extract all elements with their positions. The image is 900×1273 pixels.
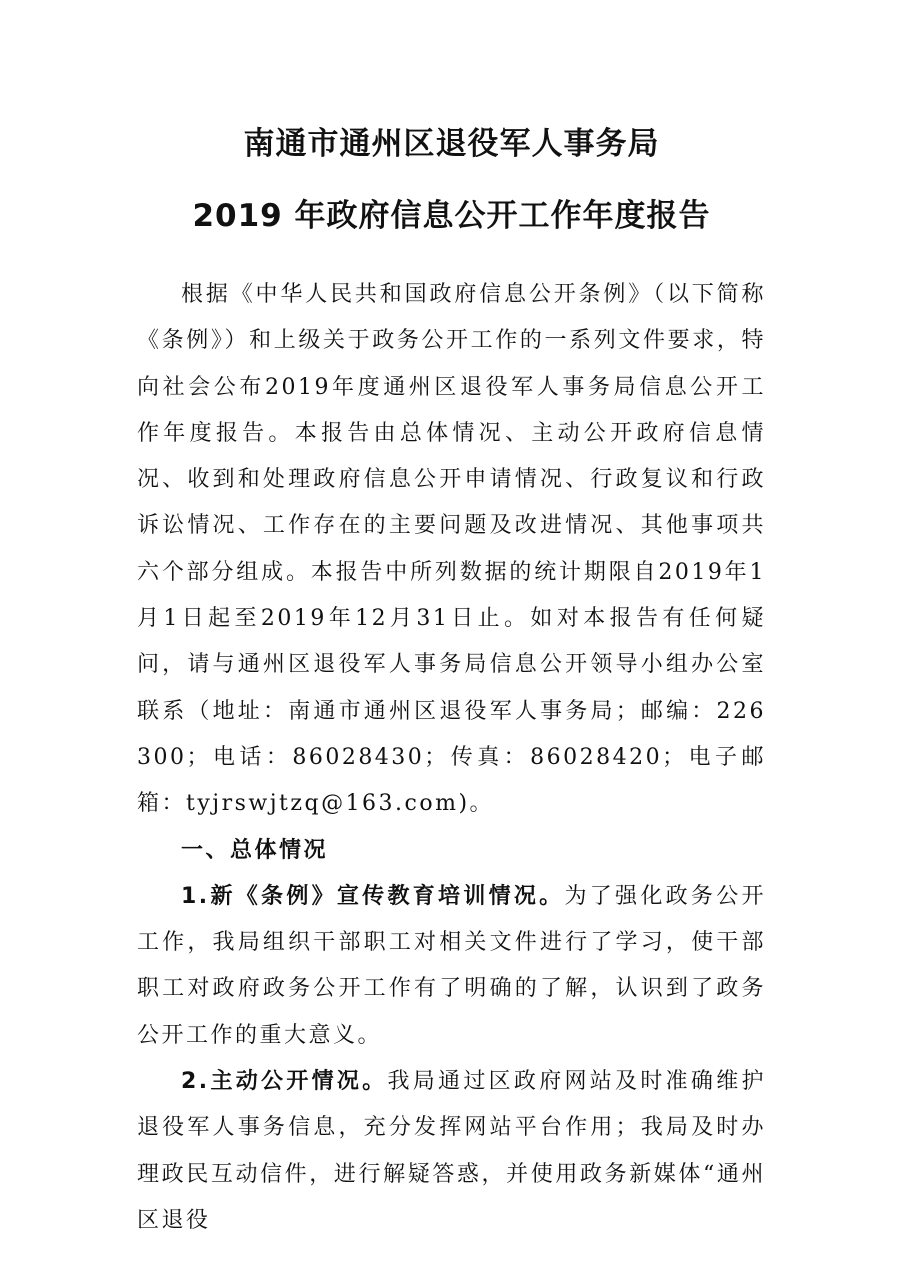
item-2-lead: 2.主动公开情况。 <box>181 1069 388 1095</box>
item-1-lead: 1.新《条例》宣传教育培训情况。 <box>181 883 565 909</box>
section-heading-overview: 一、总体情况 <box>181 837 329 863</box>
report-title-line2: 2019 年政府信息公开工作年度报告 <box>192 198 711 234</box>
report-title-line1: 南通市通州区退役军人事务局 <box>243 126 660 162</box>
intro-paragraph: 根据《中华人民共和国政府信息公开条例》（以下简称《条例》）和上级关于政务公开工作的一系列文件要求，特向社会公布2019年度通州区退役军人事务局信息公开工作年度报告。本报告由总体情况、主动公开政府信息情况、收到和处理政府信息公开申请情况、行政复议和行政诉讼情况、工作存在的主要问题及改进情况、其他事项共六个部分组成。本报告中所列数据的统计期限自2019年1月1日起至2019年12月31日止。如对本报告有任何疑问，请与通州区退役军人事务局信息公开领导小组办公室联系（地址：南通市通州区退役军人事务局；邮编：226300；电话：86028430；传真：86028420；电子邮箱：tyjrswjtzq@163.com)。 <box>137 282 766 817</box>
paragraph-item-2 <box>137 1059 766 1244</box>
item-2-text: 我局通过区政府网站及时准确维护退役军人事务信息，充分发挥网站平台作用；我局及时办理政民互动信件，进行解疑答惑，并使用政务新媒体“通州区退役 <box>137 1069 766 1233</box>
paragraph-item-1 <box>137 874 766 1059</box>
item-1-text: 为了强化政务公开工作，我局组织干部职工对相关文件进行了学习，使干部职工对政府政务公开工作有了明确的了解，认识到了政务公开工作的重大意义。 <box>137 883 766 1048</box>
